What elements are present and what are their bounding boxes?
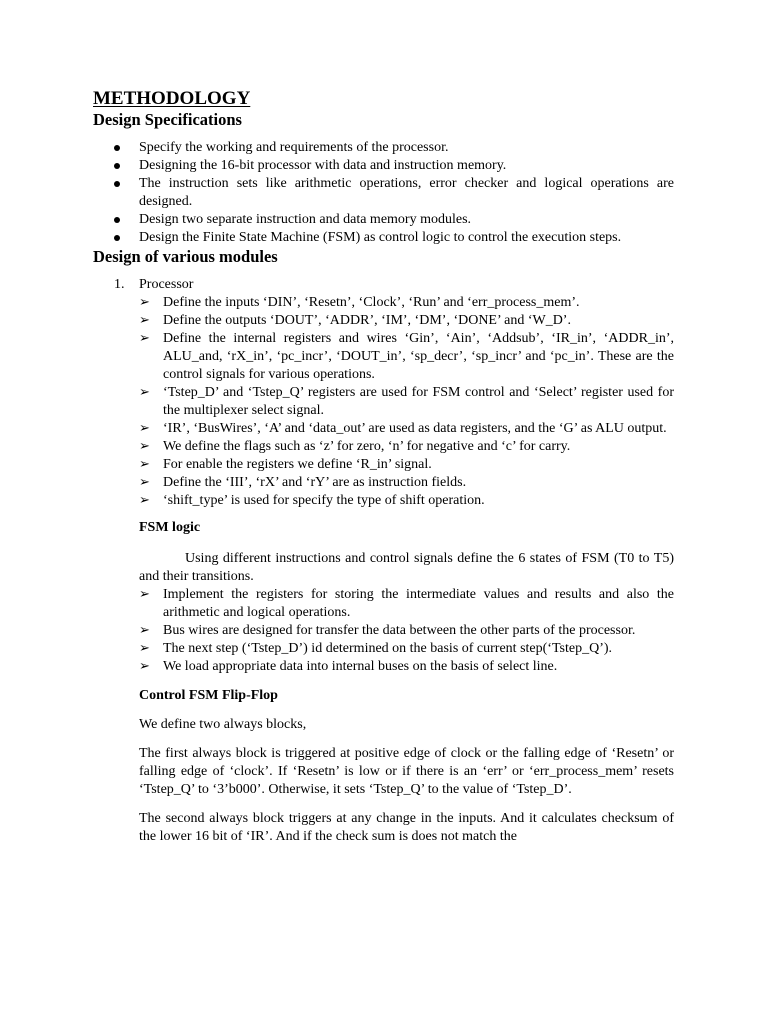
control-fsm-paragraph-1: We define two always blocks, (139, 717, 307, 732)
control-fsm-paragraph-2: The first always block is triggered at positive edge of clock or the falling edge of ‘Resetn’ or falling edge of ‘clock’. If ‘Resetn’ is low or if there is an ‘err’ or ‘err_process_mem’ resets ‘Tstep_Q’ to ‘3’b000’. Otherwise, it sets ‘Tstep_Q’ to the value of ‘Tstep_D’. (139, 746, 674, 797)
arrow-bullet-icon: ➢ (139, 641, 150, 656)
bullet-dot-icon (114, 163, 120, 169)
item-number: 1. (114, 277, 125, 292)
arrow-bullet-icon: ➢ (139, 385, 150, 400)
item-title: Processor (139, 277, 194, 292)
arrow-bullet-icon: ➢ (139, 475, 150, 490)
design-modules-heading: Design of various modules (93, 247, 278, 266)
list-item: ➢ We define the flags such as ‘z’ for zero, ‘n’ for negative and ‘c’ for carry. (139, 439, 571, 454)
arrow-bullet-icon: ➢ (139, 659, 150, 674)
list-item: ➢ We load appropriate data into internal buses on the basis of select line. (139, 659, 558, 674)
arrow-bullet-icon: ➢ (139, 457, 150, 472)
arrow-bullet-icon: ➢ (139, 439, 150, 454)
arrow-bullet-icon: ➢ (139, 493, 150, 508)
bullet-dot-icon (114, 145, 120, 151)
design-specifications-heading: Design Specifications (93, 110, 242, 129)
document-body (93, 88, 674, 846)
numbered-item-processor (93, 276, 674, 294)
list-item: ➢ ‘Tstep_D’ and ‘Tstep_Q’ registers are used for FSM control and ‘Select’ register used for the multiplexer select signal. (139, 385, 674, 418)
arrow-bullet-icon: ➢ (139, 421, 150, 436)
list-item: ➢ ‘shift_type’ is used for specify the type of shift operation. (139, 493, 485, 508)
list-item: Specify the working and requirements of the processor. (93, 139, 674, 157)
list-item: ➢ Define the ‘III’, ‘rX’ and ‘rY’ are as instruction fields. (139, 475, 467, 490)
list-item: ➢ Define the outputs ‘DOUT’, ‘ADDR’, ‘IM’, ‘DM’, ‘DONE’ and ‘W_D’. (139, 313, 571, 328)
design-specifications-list (93, 139, 674, 247)
bullet-dot-icon (114, 235, 120, 241)
processor-arrow-list (93, 294, 674, 510)
list-item: ➢ Define the internal registers and wires ‘Gin’, ‘Ain’, ‘Addsub’, ‘IR_in’, ‘ADDR_in’, ALU_and, ‘rX_in’, ‘pc_incr’, ‘DOUT_in’, ‘sp_decr’, ‘sp_incr’ and ‘pc_in’. These are the control signals for various operations. (139, 331, 674, 382)
control-fsm-heading: Control FSM Flip-Flop (139, 688, 278, 703)
arrow-bullet-icon: ➢ (139, 295, 150, 310)
control-fsm-paragraph-3: The second always block triggers at any change in the inputs. And it calculates checksum of the lower 16 bit of ‘IR’. And if the check sum is does not match the (139, 811, 674, 844)
list-item: ➢ For enable the registers we define ‘R_in’ signal. (139, 457, 432, 472)
list-item: ➢ The next step (‘Tstep_D’) id determined on the basis of current step(‘Tstep_Q’). (139, 641, 613, 656)
list-item: ➢ Define the inputs ‘DIN’, ‘Resetn’, ‘Clock’, ‘Run’ and ‘err_process_mem’. (139, 295, 580, 310)
list-item: ➢ Implement the registers for storing the intermediate values and results and also the arithmetic and logical operations. (139, 587, 674, 620)
fsm-logic-paragraph: Using different instructions and control signals define the 6 states of FSM (T0 to T5) and their transitions. (139, 551, 674, 584)
arrow-bullet-icon: ➢ (139, 313, 150, 328)
list-item: ➢ Bus wires are designed for transfer the data between the other parts of the processor. (139, 623, 636, 638)
fsm-logic-arrow-list (93, 586, 674, 676)
list-item: Design the Finite State Machine (FSM) as control logic to control the execution steps. (93, 229, 674, 247)
list-item: Designing the 16-bit processor with data and instruction memory. (93, 157, 674, 175)
fsm-logic-heading: FSM logic (139, 520, 201, 535)
bullet-dot-icon (114, 217, 120, 223)
arrow-bullet-icon: ➢ (139, 587, 150, 602)
list-item: Design two separate instruction and data memory modules. (93, 211, 674, 229)
list-item: The instruction sets like arithmetic operations, error checker and logical operations are designed. (93, 175, 674, 211)
arrow-bullet-icon: ➢ (139, 331, 150, 346)
page-title: METHODOLOGY (93, 88, 251, 109)
list-item: ➢ ‘IR’, ‘BusWires’, ‘A’ and ‘data_out’ are used as data registers, and the ‘G’ as ALU output. (139, 421, 667, 436)
arrow-bullet-icon: ➢ (139, 623, 150, 638)
bullet-dot-icon (114, 181, 120, 187)
